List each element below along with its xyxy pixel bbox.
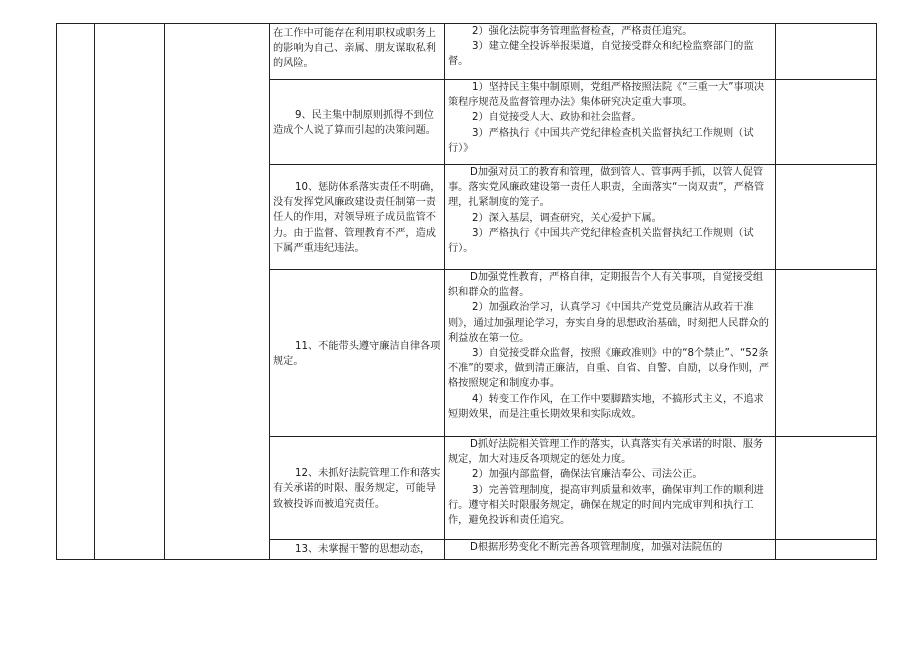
- risk-point-cell: 在工作中可能存在利用职权或职务上的影响为自己、亲属、朋友谋取私利的风险。: [270, 24, 445, 80]
- risk-point-text: 13、未掌握干警的思想动态，: [295, 544, 431, 555]
- measure-item: 4）转变工作作风，在工作中要脚踏实地，不搞形式主义，不追求短期效果，而是注重长期效果和实际成效。: [448, 393, 764, 420]
- control-measures-cell: [445, 80, 776, 165]
- risk-point-text: 12、未抓好法院管理工作和落实有关承诺的时限、服务规定，可能导致被投诉而被追究责任。: [273, 468, 441, 510]
- blank-column-1: [57, 24, 95, 560]
- control-measures-cell: [445, 270, 776, 437]
- blank-column-6: [776, 270, 877, 437]
- measure-item: 3）建立健全投诉举报渠道，自觉接受群众和纪检监察部门的监督。: [448, 41, 754, 68]
- risk-point-cell: [270, 80, 445, 165]
- blank-column-6: [776, 437, 877, 540]
- measure-item: D加强对员工的教育和管理，做到管人、管事两手抓，以管人促管事。落实党风廉政建设第一责任人职责，全面落实“一岗双责”，严格管理，扎紧制度的笼子。: [448, 167, 765, 209]
- measure-item: 3）严格执行《中国共产党纪律检查机关监督执纪工作规则（试行）》: [448, 127, 754, 154]
- blank-column-6: [776, 24, 877, 80]
- measure-item: 2）加强内部监督，确保法官廉洁奉公、司法公正。: [472, 469, 703, 481]
- blank-column-6: [776, 165, 877, 270]
- measure-item: 3）完善管理制度，提高审判质量和效率，确保审判工作的顺利进行。遵守相关时限服务规定，确保在规定的时间内完成审判和执行工作，避免投诉和责任追究。: [448, 484, 764, 527]
- risk-point-text: 11、不能带头遵守廉洁自律各项规定。: [273, 340, 441, 367]
- control-measures-cell: [445, 24, 776, 80]
- risk-point-cell: [270, 437, 445, 540]
- document-table-page: [56, 23, 876, 563]
- measure-item: 2）深入基层，调查研究，关心爱护下属。: [472, 212, 662, 224]
- measure-item: D抓好法院相关管理工作的落实，认真落实有关承诺的时限、服务规定，加大对违反各项规定的惩处力度。: [448, 439, 764, 466]
- blank-column-6: [776, 80, 877, 165]
- blank-column-6: [776, 540, 877, 560]
- risk-point-text: 9、民主集中制原则抓得不到位造成个人说了算而引起的决策问题。: [273, 109, 436, 136]
- control-measures-cell: [445, 165, 776, 270]
- table-row: [57, 24, 877, 80]
- measure-item: 2）强化法院事务管理监督检查，严格责任追究。: [472, 26, 693, 37]
- risk-point-text: 10、惩防体系落实责任不明确，没有发挥党风廉政建设责任制第一责任人的作用，对领导班子成员监管不力。由于监督、管理教育不严，造成下属严重违纪违法。: [273, 181, 441, 254]
- risk-point-cell: [270, 540, 445, 560]
- control-measures-cell: [445, 437, 776, 540]
- blank-column-3: [165, 24, 270, 560]
- risk-point-cell: [270, 165, 445, 270]
- risk-control-table: [56, 23, 877, 560]
- measure-item: 2）加强政治学习，认真学习《中国共产党党员廉洁从政若干准则》，通过加强理论学习，夯实自身的思想政治基础，时刻把人民群众的利益放在第一位。: [448, 302, 769, 344]
- measure-item: D根据形势变化不断完善各项管理制度，加强对法院伍的: [470, 542, 723, 553]
- measure-item: D加强党性教育，严格自律，定期报告个人有关事项，自觉接受组织和群众的监督。: [448, 272, 764, 299]
- measure-item: 1）坚持民主集中制原则，党组严格按照法院《“三重一大”事项决策程序规范及监督管理办法》集体研究决定重大事项。: [448, 82, 765, 109]
- control-measures-cell: [445, 540, 776, 560]
- risk-point-cell: [270, 270, 445, 437]
- measure-item: 3）严格执行《中国共产党纪律检查机关监督执纪工作规则（试行）。: [448, 227, 754, 255]
- measure-item: 3）自觉接受群众监督，按照《廉政准则》中的“8个禁止”、“52条不准”的要求，做到清正廉洁，自重、自省、自警、自励，以身作则，严格按照规定和制度办事。: [448, 348, 770, 390]
- measure-item: 2）自觉接受人大、政协和社会监督。: [472, 112, 642, 124]
- blank-column-2: [95, 24, 165, 560]
